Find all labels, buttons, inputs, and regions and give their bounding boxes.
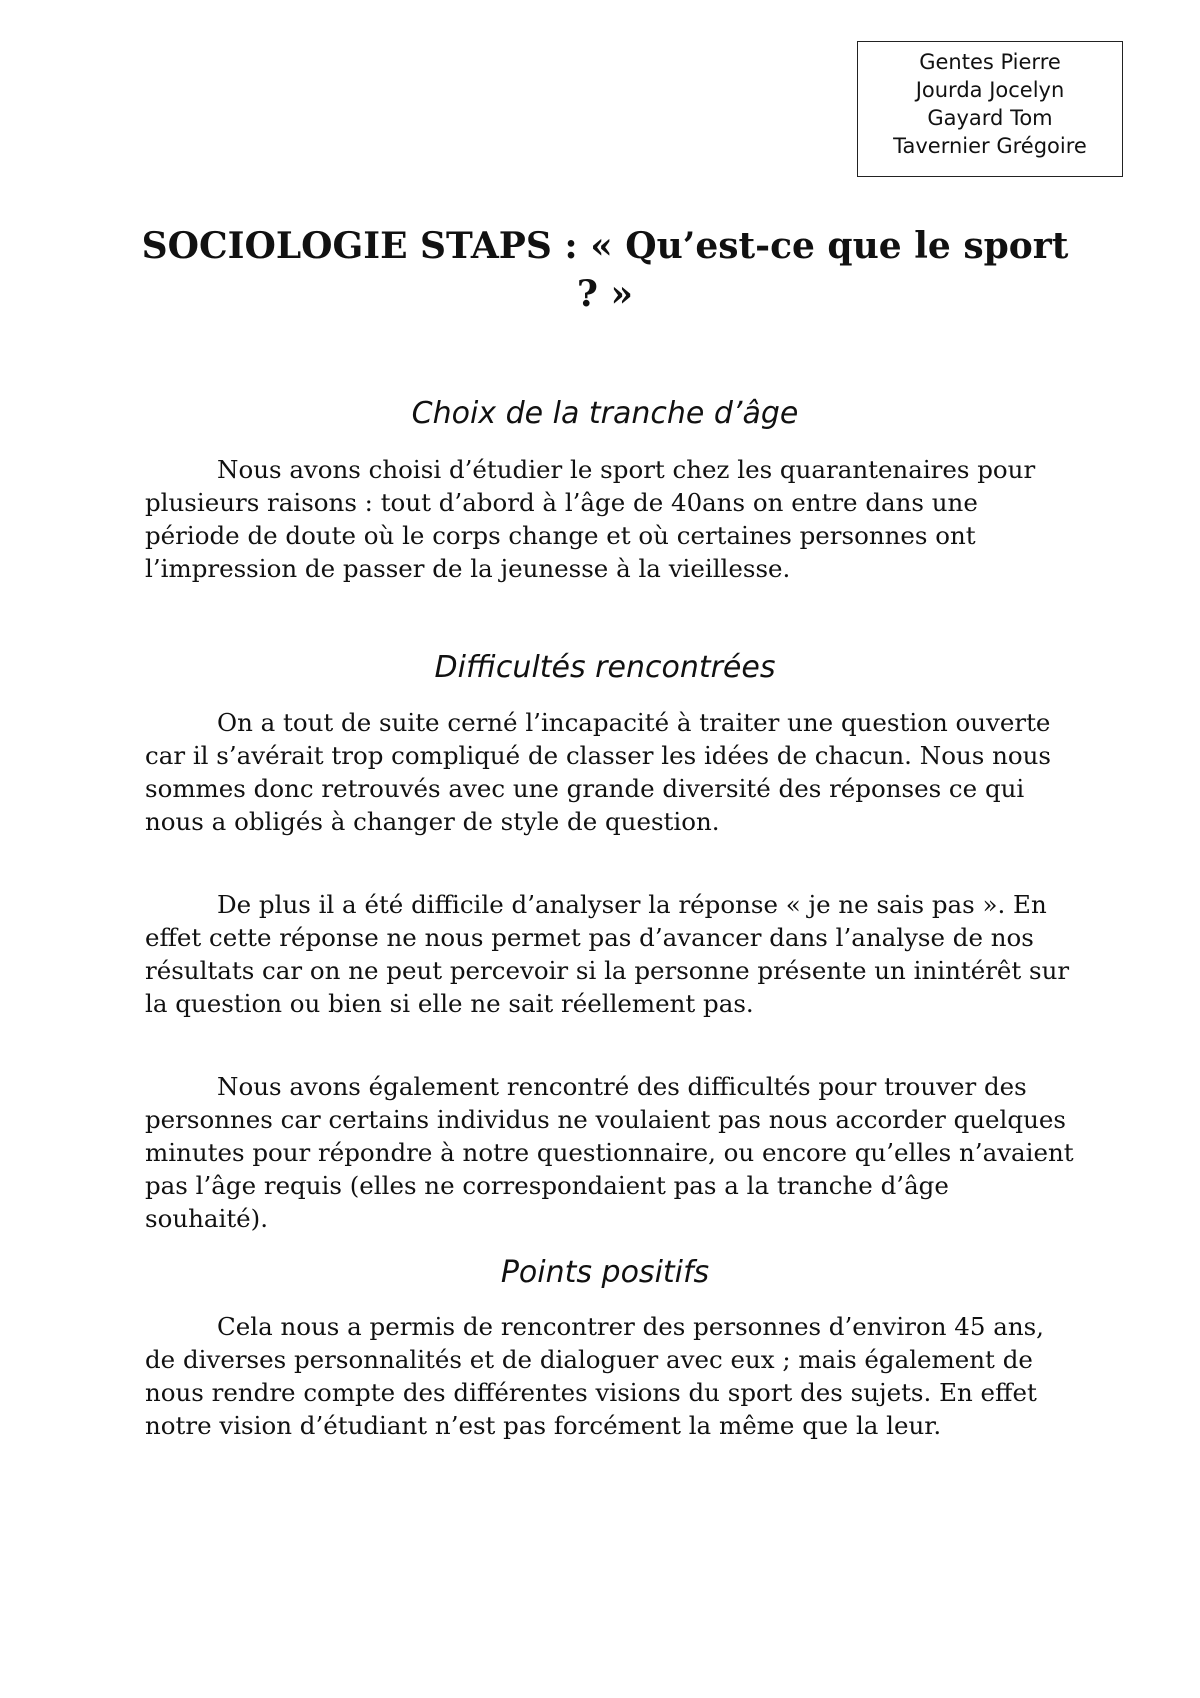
document-title: SOCIOLOGIE STAPS : « Qu’est-ce que le sport ? » [141,225,1069,315]
authors-box [857,41,1123,177]
paragraph: Nous avons également rencontré des difficultés pour trouver des personnes car certains individus ne voulaient pas nous accorder quelques minutes pour répondre à notre questionnaire, ou encore qu’elles n’avaient pas l’âge requis (elles ne correspondaient pas a la tranche d’âge souhaité). [145,1072,1074,1233]
section-heading-difficulties: Difficultés rencontrées [434,650,776,685]
author-name: Gentes Pierre [919,50,1061,74]
author-name: Tavernier Grégoire [893,134,1087,158]
author-name: Jourda Jocelyn [915,78,1065,102]
paragraph: On a tout de suite cerné l’incapacité à traiter une question ouverte car il s’avérait trop compliqué de classer les idées de chacun. Nous nous sommes donc retrouvés avec une grande diversité des réponses ce qui nous a obligés à changer de style de question. [145,708,1051,836]
paragraph: De plus il a été difficile d’analyser la réponse « je ne sais pas ». En effet cette réponse ne nous permet pas d’avancer dans l’analyse de nos résultats car on ne peut percevoir si la personne présente un inintérêt sur la question ou bien si elle ne sait réellement pas. [145,890,1070,1018]
paragraph: Cela nous a permis de rencontrer des personnes d’environ 45 ans, de diverses personnalités et de dialoguer avec eux ; mais également de nous rendre compte des différentes visions du sport des sujets. En effet notre vision d’étudiant n’est pas forcément la même que la leur. [145,1312,1044,1440]
section-heading-age-choice: Choix de la tranche d’âge [411,396,799,431]
section-heading-positive-points: Points positifs [500,1255,710,1290]
author-name: Gayard Tom [927,106,1053,130]
paragraph: Nous avons choisi d’étudier le sport chez les quarantenaires pour plusieurs raisons : tout d’abord à l’âge de 40ans on entre dans une période de doute où le corps change et où certaines personnes ont l’impression de passer de la jeunesse à la vieillesse. [145,455,1036,583]
